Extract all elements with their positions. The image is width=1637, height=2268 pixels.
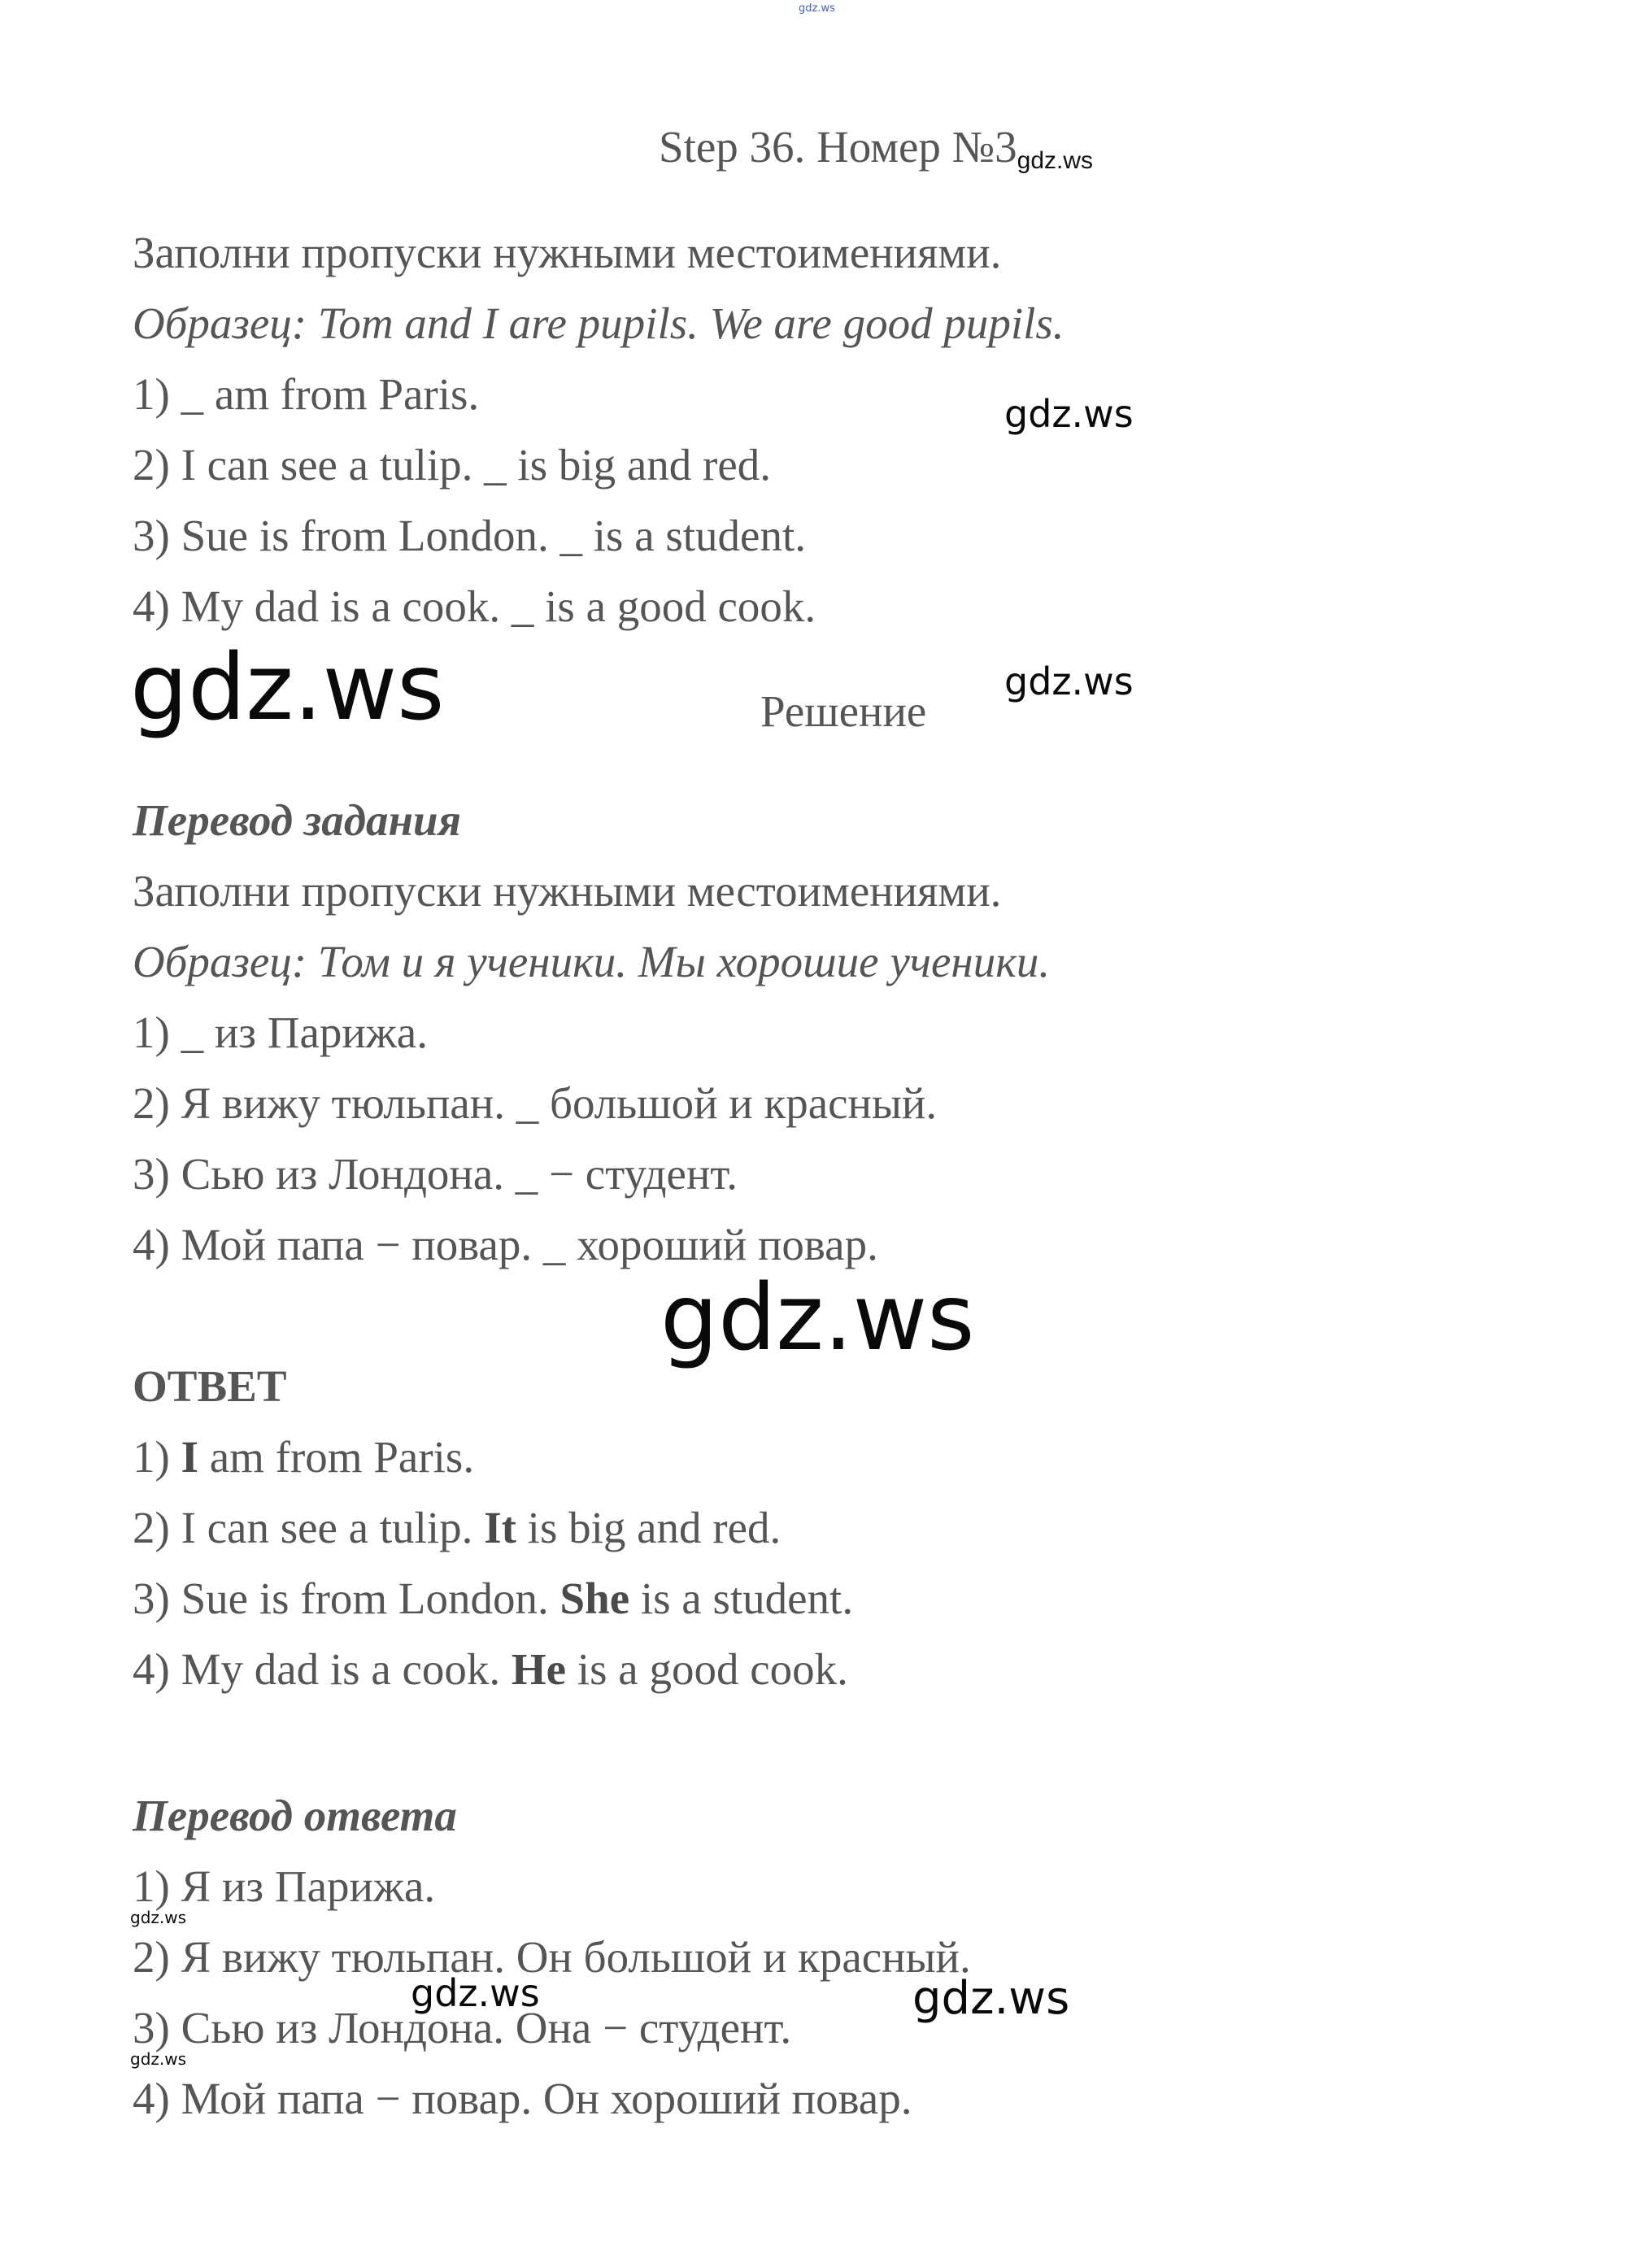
- watermark-small-1: gdz.ws: [130, 1908, 187, 1927]
- answer-translation-item-4: 4) Мой папа − повар. Он хороший повар.: [133, 2074, 912, 2123]
- task-item-4: 4) My dad is a cook. _ is a good cook.: [133, 581, 816, 631]
- watermark-top: gdz.ws: [799, 2, 835, 15]
- task-translation-example: Образец: Том и я ученики. Мы хорошие ученики.: [133, 937, 1051, 986]
- answer-translation-heading: Перевод ответа: [133, 1791, 457, 1840]
- task-item-3: 3) Sue is from London. _ is a student.: [133, 511, 806, 560]
- title-text: Step 36. Номер №3: [659, 122, 1017, 172]
- answer-pronoun: She: [559, 1574, 630, 1623]
- answer-item-text: is a student.: [629, 1574, 854, 1623]
- task-translation-item-1: 1) _ из Парижа.: [133, 1008, 428, 1057]
- answer-translation-item-1: 1) Я из Парижа.: [133, 1861, 436, 1911]
- watermark-4: gdz.ws: [912, 1972, 1070, 2025]
- task-example: Образец: Tom and I are pupils. We are good pupils.: [133, 298, 1064, 348]
- answer-item-1: [133, 1430, 474, 1484]
- watermark-3: gdz.ws: [411, 1971, 540, 2015]
- page-title: [659, 120, 1093, 188]
- answer-item-text: 4) My dad is a cook.: [133, 1644, 512, 1694]
- answer-item-3: [133, 1572, 853, 1626]
- watermark-large-1: gdz.ws: [130, 635, 445, 741]
- task-translation-item-2: 2) Я вижу тюльпан. _ большой и красный.: [133, 1078, 938, 1128]
- task-translation-item-4: 4) Мой папа − повар. _ хороший повар.: [133, 1220, 878, 1269]
- watermark-small-2: gdz.ws: [130, 2049, 187, 2069]
- solution-label: Решение: [760, 686, 927, 736]
- watermark-large-2: gdz.ws: [660, 1265, 975, 1371]
- task-item-1: 1) _ am from Paris.: [133, 369, 480, 419]
- answer-item-text: 1): [133, 1432, 181, 1482]
- answer-item-text: 2) I can see a tulip.: [133, 1503, 485, 1552]
- answer-item-text: is big and red.: [516, 1503, 781, 1552]
- answer-pronoun: It: [484, 1503, 516, 1552]
- answer-pronoun: I: [181, 1432, 198, 1482]
- task-instruction: Заполни пропуски нужными местоимениями.: [133, 228, 1002, 277]
- answer-item-text: am from Paris.: [198, 1432, 475, 1482]
- answer-item-2: [133, 1501, 781, 1555]
- answer-item-text: is a good cook.: [566, 1644, 848, 1694]
- watermark-2: gdz.ws: [1004, 660, 1134, 703]
- answer-heading: ОТВЕТ: [133, 1361, 287, 1411]
- answer-translation-item-2: 2) Я вижу тюльпан. Он большой и красный.: [133, 1932, 971, 1982]
- task-translation-item-3: 3) Сью из Лондона. _ − студент.: [133, 1149, 738, 1199]
- task-translation-heading: Перевод задания: [133, 795, 461, 845]
- title-watermark: gdz.ws: [1017, 147, 1094, 174]
- task-item-2: 2) I can see a tulip. _ is big and red.: [133, 440, 772, 490]
- watermark-1: gdz.ws: [1004, 392, 1134, 436]
- answer-translation-item-3: 3) Сью из Лондона. Она − студент.: [133, 2003, 792, 2053]
- answer-item-4: [133, 1643, 848, 1696]
- task-translation-instruction: Заполни пропуски нужными местоимениями.: [133, 866, 1002, 916]
- answer-item-text: 3) Sue is from London.: [133, 1574, 560, 1623]
- answer-pronoun: He: [511, 1644, 567, 1694]
